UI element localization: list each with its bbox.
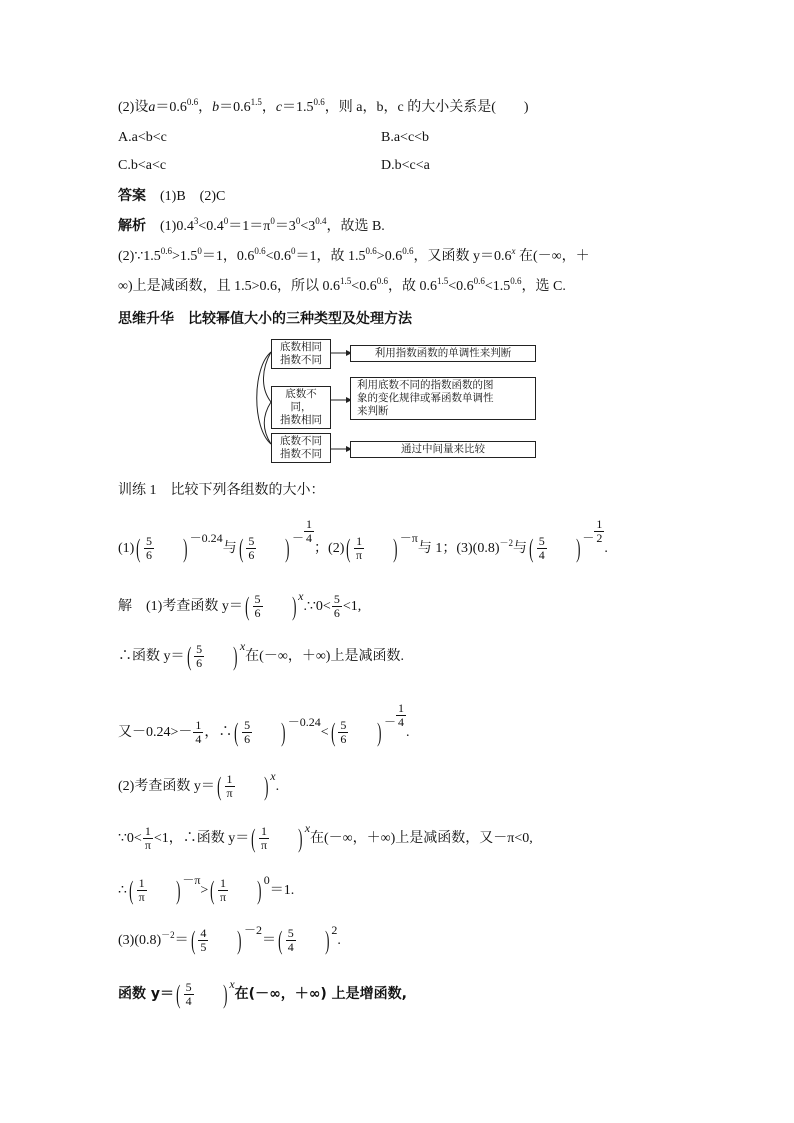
diagram-right-box-2: 利用底数不同的指数函数的图 象的变化规律或幂函数单调性 来判断	[350, 377, 536, 420]
analysis-line-3: ∞)上是减函数，且 1.5>0.6，所以 $0.6^{1.5}<0.6^{0.6}$，故 $0.6^{1.5}<0.6^{0.6}<1.5^{0.6}$，选 C.	[118, 276, 566, 294]
solution-line-2: ∴函数 y＝( $\frac{5}{6}$ ) x在(－∞，＋∞)上是减函数.	[118, 639, 404, 671]
diagram-left-box-2: 底数不同， 指数相同	[271, 386, 331, 429]
option-d: D.b<c<a	[381, 158, 430, 173]
answer-text: (1)B (2)C	[160, 189, 226, 204]
option-c: C.b<a<c	[118, 158, 167, 173]
fraction: $\frac{5}{6}$	[146, 534, 152, 563]
question-2: (2)设$a=0.6^{0.6}$，$b=0.6^{1.5}$，$c=1.5^{0.6}$，则 a，b，c 的大小关系是( )	[118, 97, 529, 115]
answer-line	[118, 186, 225, 207]
analysis-line-1: 解析 $(1)0.4^3<0.4^0=1=\pi^0=3^0<3^{0.4}$，故选 B.	[118, 216, 385, 234]
q2-lead: (2)设	[118, 100, 149, 115]
solution-line-6: ∴( $\frac{1}{\pi}$ ) －π>( $\frac{1}{\pi}$ ) 0＝1.	[118, 873, 295, 905]
solution-line-1: 解 (1)考查函数 y＝( $\frac{5}{6}$ ) x.∵0< $\frac{5}{6}$ <1,	[118, 589, 362, 621]
analysis-line-2: $(2)\because 1.5^{0.6}>1.5^0=1$，$0.6^{0.6}<0.6^0=1$，故 $1.5^{0.6}>0.6^{0.6}$，又函数 $y=0.6^x$ 在(－∞，＋	[118, 246, 590, 264]
fraction: $\frac{5}{6}$	[248, 534, 255, 563]
solution-line-5: ∵0< $\frac{1}{\pi}$ <1，∴函数 y＝( $\frac{1}{\pi}$ ) x在(－∞，＋∞)上是减函数，又－π<0,	[118, 821, 533, 853]
option-b: B.a<c<b	[381, 130, 430, 145]
solution-line-4: (2)考查函数 y＝( $\frac{1}{\pi}$ ) x.	[118, 769, 280, 801]
solution-line-7: $(3)(0.8)^{-2}=$( $\frac{4}{5}$ ) －2＝( $\frac{5}{4}$ ) 2.	[118, 923, 341, 955]
diagram-right-box-3: 通过中间量来比较	[350, 441, 536, 458]
diagram-left-box-3: 底数不同 指数不同	[271, 433, 331, 463]
answer-label: 答案	[118, 188, 146, 204]
summary-title: 思维升华 比较幂值大小的三种类型及处理方法	[118, 311, 412, 327]
option-a: A.a<b<c	[118, 130, 167, 145]
diagram-left-box-1: 底数相同 指数不同	[271, 339, 331, 369]
diagram-right-box-1: 利用指数函数的单调性来判断	[350, 345, 536, 362]
analysis-label: 解析	[118, 218, 146, 234]
fraction: $\frac{5}{4}$	[538, 534, 545, 563]
solution-line-3: 又－0.24>－ $\frac{1}{4}$ ，∴( $\frac{5}{6}$ ) －0.24<( $\frac{5}{6}$ ) － $\frac{1}{4}$ .	[118, 701, 410, 747]
training-title: 训练 1 比较下列各组数的大小：	[118, 483, 325, 498]
fraction: $\frac{1}{\pi}$	[356, 534, 363, 563]
solution-line-8: 函数 y＝( $\frac{5}{4}$ ) x在(－∞，＋∞) 上是增函数,	[118, 977, 407, 1009]
training-problem: (1)( $\frac{5}{6}$ ) －0.24与( $\frac{5}{6}$ ) － $\frac{1}{4}$ ；(2)( $\frac{1}{\pi}$ ) －π与 1；$(3)(0.8)^{-2}$与( $\frac{5}{4}$ ) － $\frac{1}{2}$ .	[118, 517, 608, 563]
